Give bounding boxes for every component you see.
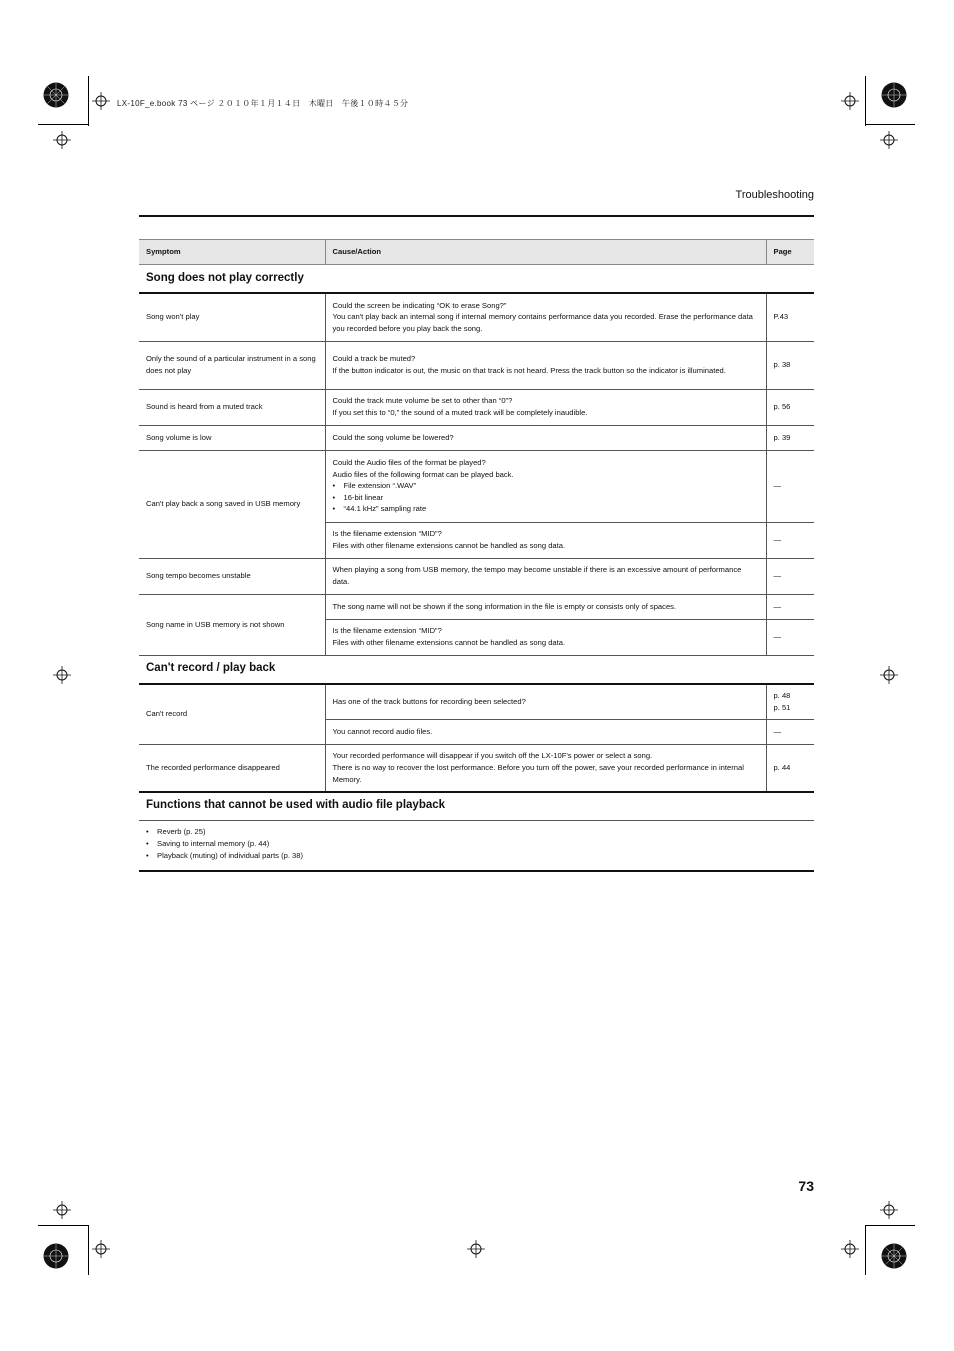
table-row <box>139 450 814 522</box>
cause-cell: When playing a song from USB memory, the tempo may become unstable if there is an excessive amount of performance data. <box>325 558 766 594</box>
table-row <box>139 684 814 720</box>
cause-cell: The song name will not be shown if the song information in the file is empty or consists only of spaces. <box>325 594 766 619</box>
crosshair-icon <box>880 131 898 149</box>
crosshair-icon <box>92 1240 110 1258</box>
cause-cell: Is the filename extension “MID”? Files with other filename extensions cannot be handled as song data. <box>325 522 766 558</box>
page-cell: p. 39 <box>766 425 814 450</box>
page-cell: p. 38 <box>766 341 814 389</box>
page-cell: — <box>766 522 814 558</box>
cause-cell: Could the screen be indicating “OK to erase Song?” You can't play back an internal song if internal memory contains performance data you recorded. Erase the performance data you recorded before you play back the song. <box>325 293 766 341</box>
table-row <box>139 389 814 425</box>
cause-cell: Has one of the track buttons for recording been selected? <box>325 684 766 720</box>
symptom-cell: Song tempo becomes unstable <box>139 558 325 594</box>
crop-line <box>38 124 88 125</box>
unavailable-functions-cell <box>139 820 814 871</box>
symptom-cell: Song name in USB memory is not shown <box>139 594 325 655</box>
page-cell: — <box>766 720 814 745</box>
crosshair-icon <box>841 1240 859 1258</box>
crop-line <box>88 76 89 126</box>
crosshair-icon <box>92 92 110 110</box>
list-item: • Playback (muting) of individual parts (p. 38) <box>146 850 807 862</box>
list-item: • 16-bit linear <box>333 492 759 504</box>
column-header-cause: Cause/Action <box>325 240 766 265</box>
column-header-symptom: Symptom <box>139 240 325 265</box>
symptom-cell: The recorded performance disappeared <box>139 745 325 792</box>
cause-cell: Could the track mute volume be set to other than “0”? If you set this to “0,” the sound of a muted track will be completely inaudible. <box>325 389 766 425</box>
file-info-header: LX-10F_e.book 73 ページ ２０１０年１月１４日 木曜日 午後１０時４５分 <box>117 99 409 108</box>
symptom-cell: Can't record <box>139 684 325 745</box>
crosshair-icon <box>53 1201 71 1219</box>
crosshair-icon <box>880 1201 898 1219</box>
registration-dial-icon <box>881 1243 907 1269</box>
table-row <box>139 558 814 594</box>
table-row <box>139 594 814 619</box>
crosshair-icon <box>467 1240 485 1258</box>
symptom-cell: Song volume is low <box>139 425 325 450</box>
page-cell: p. 48 p. 51 <box>766 684 814 720</box>
cause-cell: Could a track be muted? If the button indicator is out, the music on that track is not heard. Press the track button so the indicator is illuminated. <box>325 341 766 389</box>
page-cell: — <box>766 450 814 522</box>
crosshair-icon <box>880 666 898 684</box>
section-title: Troubleshooting <box>735 189 814 201</box>
top-rule <box>139 215 814 217</box>
page-cell: — <box>766 619 814 655</box>
crosshair-icon <box>53 666 71 684</box>
list-item: • Reverb (p. 25) <box>146 826 807 838</box>
table-row <box>139 425 814 450</box>
cause-cell: You cannot record audio files. <box>325 720 766 745</box>
crop-line <box>865 1225 866 1275</box>
page-number: 73 <box>798 1178 814 1194</box>
group-title-cant-record: Can't record / play back <box>139 655 814 684</box>
group-title-song-not-playing: Song does not play correctly <box>139 265 814 294</box>
symptom-cell: Can't play back a song saved in USB memory <box>139 450 325 558</box>
page-cell: p. 44 <box>766 745 814 792</box>
crop-line <box>865 76 866 126</box>
list-item: • Saving to internal memory (p. 44) <box>146 838 807 850</box>
page-cell: — <box>766 594 814 619</box>
symptom-cell: Only the sound of a particular instrument in a song does not play <box>139 341 325 389</box>
page-cell: — <box>766 558 814 594</box>
crosshair-icon <box>841 92 859 110</box>
list-item: • File extension “.WAV” <box>333 480 759 492</box>
cause-cell: Your recorded performance will disappear if you switch off the LX-10F's power or select a song. There is no way to recover the lost performance. Before you turn off the power, save your recorded performance in internal Memory. <box>325 745 766 792</box>
table-row <box>139 745 814 792</box>
registration-dial-icon <box>881 82 907 108</box>
page-cell: P.43 <box>766 293 814 341</box>
page-cell: p. 56 <box>766 389 814 425</box>
table-row <box>139 341 814 389</box>
crop-line <box>865 124 915 125</box>
symptom-cell: Sound is heard from a muted track <box>139 389 325 425</box>
list-item: • “44.1 kHz” sampling rate <box>333 503 759 515</box>
table-row <box>139 293 814 341</box>
symptom-cell: Song won't play <box>139 293 325 341</box>
group-title-audio-playback: Functions that cannot be used with audio file playback <box>139 792 814 821</box>
registration-dial-icon <box>43 82 69 108</box>
unavailable-functions-list <box>146 826 807 862</box>
troubleshooting-table <box>139 239 814 872</box>
crop-line <box>88 1225 89 1275</box>
table-header <box>139 240 814 265</box>
cause-cell: Could the song volume be lowered? <box>325 425 766 450</box>
column-header-page: Page <box>766 240 814 265</box>
registration-dial-icon <box>43 1243 69 1269</box>
cause-cell: Could the Audio files of the format be played? Audio files of the following format can be played back. • File extension “.WAV” • 16-bit linear • “44.1 kHz” sampling rate <box>325 450 766 522</box>
crop-line <box>38 1225 88 1226</box>
cause-cell: Is the filename extension “MID”? Files with other filename extensions cannot be handled as song data. <box>325 619 766 655</box>
crosshair-icon <box>53 131 71 149</box>
crop-line <box>865 1225 915 1226</box>
format-list <box>333 480 759 515</box>
